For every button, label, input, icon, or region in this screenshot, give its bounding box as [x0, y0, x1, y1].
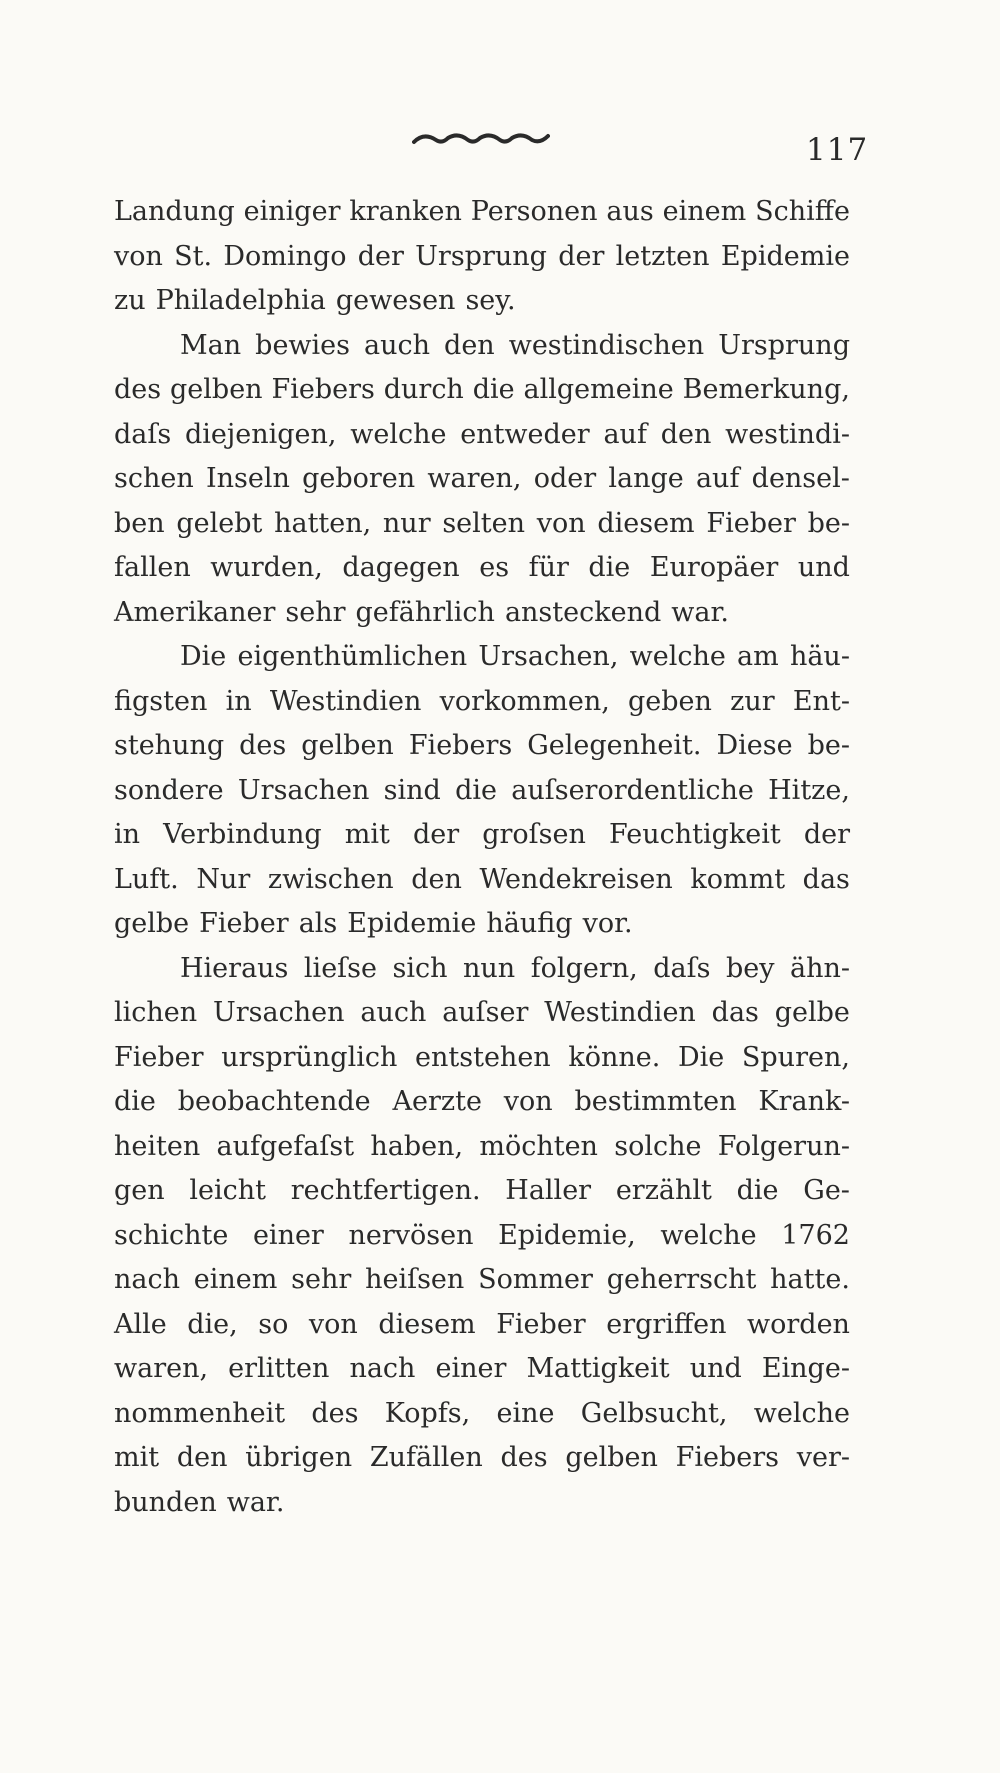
text-line: nach einem sehr heiſsen Sommer geherrscht hatte. — [114, 1264, 850, 1295]
text-line: Amerikaner sehr gefährlich ansteckend war. — [114, 596, 729, 628]
body-text — [114, 190, 850, 1525]
text-line: Alle die, so von diesem Fieber ergriffen worden — [114, 1308, 850, 1340]
text-line: figsten in Westindien vorkommen, geben zur Ent- — [114, 685, 850, 717]
text-line: die beobachtende Aerzte von bestimmten Krank- — [114, 1086, 850, 1117]
text-line: Man bewies auch den westindischen Ursprung — [180, 329, 850, 361]
text-line: mit den übrigen Zufällen des gelben Fiebers ver- — [114, 1442, 850, 1473]
text-line: stehung des gelben Fiebers Gelegenheit. Diese be- — [114, 730, 850, 761]
text-line: bunden war. — [114, 1486, 285, 1518]
text-line: Landung einiger kranken Personen aus einem Schiffe — [114, 196, 850, 227]
page-number: 117 — [806, 132, 869, 168]
text-line: in Verbindung mit der groſsen Feuchtigkeit der — [114, 819, 850, 850]
text-line: schen Inseln geboren waren, oder lange auf densel- — [114, 463, 850, 494]
text-line: Fieber ursprünglich entstehen könne. Die Spuren, — [114, 1041, 850, 1073]
text-line: Luft. Nur zwischen den Wendekreisen kommt das — [114, 863, 850, 895]
text-line: fallen wurden, dagegen es für die Europäer und — [114, 552, 850, 583]
text-line: heiten aufgefaſst haben, möchten solche Folgerun- — [114, 1130, 850, 1162]
text-line: Die eigenthümlichen Ursachen, welche am häu- — [180, 641, 850, 672]
text-line: nommenheit des Kopfs, eine Gelbsucht, welche — [114, 1397, 850, 1429]
text-line: lichen Ursachen auch auſser Westindien das gelbe — [114, 997, 850, 1028]
text-line: Hieraus lieſse sich nun folgern, daſs bey ähn- — [180, 952, 850, 984]
text-line: schichte einer nervösen Epidemie, welche 1762 — [114, 1219, 850, 1251]
text-line: gen leicht rechtfertigen. Haller erzählt die Ge- — [114, 1175, 850, 1206]
text-line: daſs diejenigen, welche entweder auf den westindi- — [114, 418, 850, 450]
text-line: zu Philadelphia gewesen sey. — [114, 285, 516, 316]
text-line: von St. Domingo der Ursprung der letzten Epidemie — [114, 240, 850, 272]
text-line: sondere Ursachen sind die auſserordentliche Hitze, — [114, 774, 850, 806]
text-line: des gelben Fiebers durch die allgemeine Bemerkung, — [114, 374, 850, 405]
ornament-rule-icon — [412, 128, 550, 150]
text-line: gelbe Fieber als Epidemie häufig vor. — [114, 908, 633, 939]
text-line: ben gelebt hatten, nur selten von diesem Fieber be- — [114, 507, 850, 539]
text-line: waren, erlitten nach einer Mattigkeit und Einge- — [114, 1353, 850, 1384]
